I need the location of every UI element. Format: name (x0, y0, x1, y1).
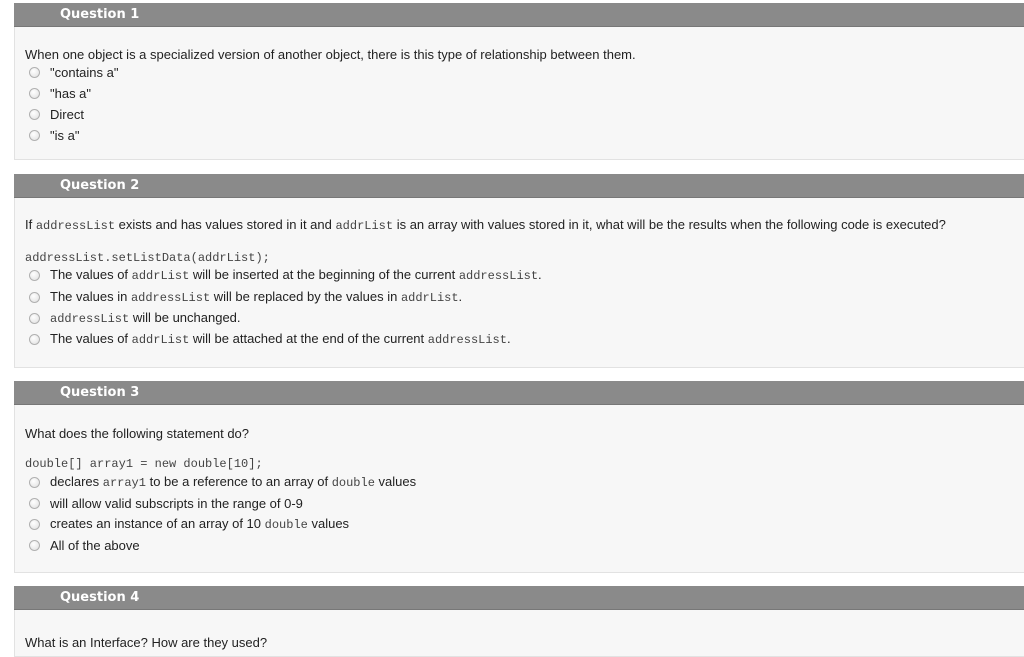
question-1 (14, 3, 1024, 160)
answer-choice[interactable] (29, 125, 79, 145)
question-prompt: If addressList exists and has values stored in it and addrList is an array with values stored in it, what will be the results when the following code is executed? (25, 217, 946, 233)
choice-label: will allow valid subscripts in the range of 0-9 (50, 495, 303, 511)
answer-choice[interactable] (29, 329, 511, 349)
choice-label: declares array1 to be a reference to an array of double values (50, 474, 417, 490)
radio-button[interactable] (29, 270, 40, 281)
choice-label: "contains a" (50, 64, 119, 80)
radio-button[interactable] (29, 519, 40, 530)
code-snippet: double[] array1 = new double[10]; (25, 457, 263, 471)
radio-button[interactable] (29, 109, 40, 120)
radio-button[interactable] (29, 313, 40, 324)
question-header: Question 3 (14, 381, 1024, 405)
radio-button[interactable] (29, 292, 40, 303)
question-header: Question 2 (14, 174, 1024, 198)
answer-choice[interactable] (29, 535, 140, 555)
choice-label: "has a" (50, 85, 92, 101)
question-3 (14, 381, 1024, 573)
question-body (14, 27, 1024, 160)
question-prompt: What is an Interface? How are they used? (25, 635, 268, 650)
choice-label: creates an instance of an array of 10 double values (50, 516, 350, 532)
radio-button[interactable] (29, 88, 40, 99)
choice-label: All of the above (50, 537, 140, 553)
question-prompt: What does the following statement do? (25, 426, 250, 441)
question-body (14, 405, 1024, 573)
choice-label: Direct (50, 106, 84, 122)
answer-choice[interactable] (29, 62, 119, 82)
radio-button[interactable] (29, 540, 40, 551)
answer-choice[interactable] (29, 493, 303, 513)
choice-label: addressList will be unchanged. (50, 310, 241, 326)
answer-choice[interactable] (29, 104, 84, 124)
choice-label: The values of addrList will be attached at the end of the current addressList. (50, 331, 511, 347)
choice-label: The values in addressList will be replaced by the values in addrList. (50, 289, 463, 305)
answer-choice[interactable] (29, 472, 416, 492)
radio-button[interactable] (29, 67, 40, 78)
question-prompt: When one object is a specialized version of another object, there is this type of relationship between them. (25, 47, 636, 62)
choice-label: "is a" (50, 127, 80, 143)
question-body (14, 198, 1024, 368)
question-2 (14, 174, 1024, 368)
radio-button[interactable] (29, 477, 40, 488)
answer-choice[interactable] (29, 287, 462, 307)
radio-button[interactable] (29, 334, 40, 345)
question-4 (14, 586, 1024, 657)
radio-button[interactable] (29, 130, 40, 141)
question-header: Question 1 (14, 3, 1024, 27)
answer-choice[interactable] (29, 83, 91, 103)
question-body (14, 610, 1024, 657)
question-header: Question 4 (14, 586, 1024, 610)
code-snippet: addressList.setListData(addrList); (25, 251, 270, 265)
answer-choice[interactable] (29, 514, 349, 534)
radio-button[interactable] (29, 498, 40, 509)
answer-choice[interactable] (29, 265, 542, 285)
choice-label: The values of addrList will be inserted at the beginning of the current addressList. (50, 267, 542, 283)
answer-choice[interactable] (29, 308, 241, 328)
